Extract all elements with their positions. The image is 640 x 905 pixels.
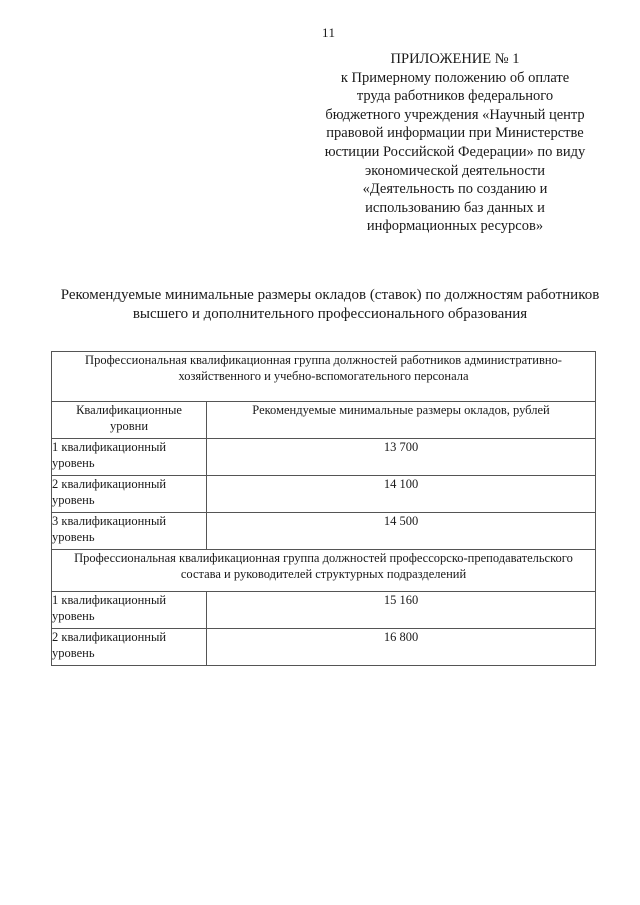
level-cell — [52, 476, 207, 513]
level-cell — [52, 629, 207, 666]
level-line: уровень — [52, 609, 95, 623]
appendix-line: информационных ресурсов» — [366, 218, 544, 235]
appendix-line: к Примерному положению об оплате — [340, 69, 570, 86]
table-row — [52, 592, 596, 629]
group-title-line: Профессиональная квалификационная группа должностей работников административно- — [85, 353, 562, 367]
table-row — [52, 476, 596, 513]
level-line: 2 квалификационный — [52, 477, 167, 491]
salary-cell: 13 700 — [207, 439, 596, 476]
appendix-header — [305, 50, 605, 236]
table-row — [52, 513, 596, 550]
level-line: 1 квалификационный — [52, 593, 167, 607]
page-number: 11 — [322, 25, 336, 40]
level-line: 2 квалификационный — [52, 630, 167, 644]
level-cell — [52, 513, 207, 550]
salary-cell: 14 500 — [207, 513, 596, 550]
group-title-line: хозяйственного и учебно-вспомогательного персонала — [178, 369, 469, 383]
column-header-salary: Рекомендуемые минимальные размеры окладов, рублей — [207, 402, 596, 439]
level-line: уровень — [52, 530, 95, 544]
salary-cell: 14 100 — [207, 476, 596, 513]
level-line: уровень — [52, 646, 95, 660]
document-title-line: Рекомендуемые минимальные размеры окладов (ставок) по должностям работников — [60, 287, 600, 303]
column-header-row — [52, 402, 596, 439]
appendix-line: правовой информации при Министерстве — [326, 125, 584, 142]
level-line: уровень — [52, 456, 95, 470]
table-row — [52, 629, 596, 666]
level-line: уровень — [52, 493, 95, 507]
appendix-line: «Деятельность по созданию и — [362, 181, 548, 198]
document-title — [40, 286, 620, 324]
group-header-row — [52, 550, 596, 592]
level-line: 1 квалификационный — [52, 440, 167, 454]
salary-table — [51, 351, 596, 666]
group-title-faculty — [52, 550, 596, 592]
group-title-admin — [52, 352, 596, 402]
level-cell — [52, 439, 207, 476]
appendix-line: ПРИЛОЖЕНИЕ № 1 — [390, 51, 520, 67]
table-row — [52, 439, 596, 476]
level-cell — [52, 592, 207, 629]
salary-cell: 15 160 — [207, 592, 596, 629]
column-header-line: уровни — [109, 419, 149, 433]
group-header-row — [52, 352, 596, 402]
document-title-line: высшего и дополнительного профессионального образования — [132, 306, 528, 322]
group-title-line: состава и руководителей структурных подразделений — [180, 567, 467, 581]
appendix-line: экономической деятельности — [365, 162, 545, 179]
appendix-line: труда работников федерального — [356, 88, 554, 105]
appendix-line: бюджетного учреждения «Научный центр — [325, 106, 585, 123]
salary-cell: 16 800 — [207, 629, 596, 666]
level-line: 3 квалификационный — [52, 514, 167, 528]
group-title-line: Профессиональная квалификационная группа должностей профессорско-преподавательского — [74, 551, 573, 565]
column-header-line: Квалификационные — [76, 403, 182, 417]
appendix-line: использованию баз данных и — [365, 199, 545, 216]
column-header-level — [52, 402, 207, 439]
appendix-line: юстиции Российской Федерации» по виду — [324, 143, 586, 160]
